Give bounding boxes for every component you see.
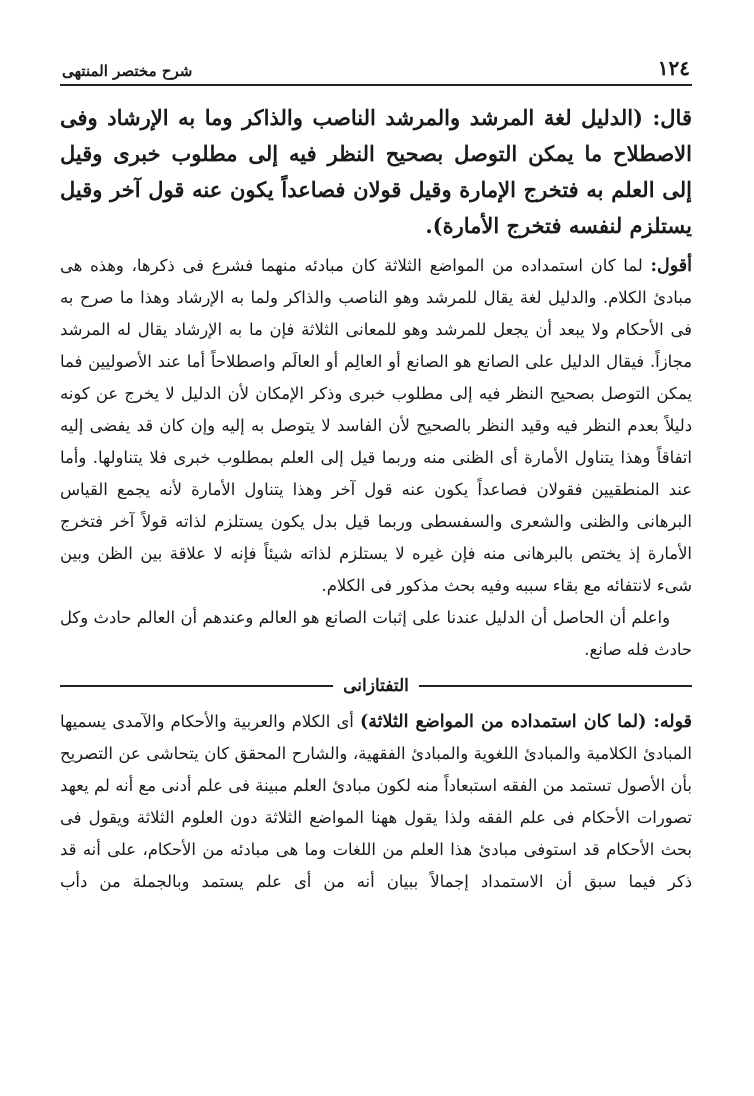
commentary-lead: أقول: [650, 256, 692, 276]
gloss-paragraph [60, 706, 692, 898]
page-number: ١٢٤ [657, 56, 690, 80]
gloss-lead: قوله: (لما كان استمداده من المواضع الثلاثة) [360, 712, 692, 732]
gloss-text: أى الكلام والعربية والأحكام والآمدى يسميها المبادئ الكلامية والمبادئ اللغوية والمبادئ الفقهية، والشارح المحقق كان يتحاشى عن التصريح بأن الأصول تستمد من الفقه استبعاداً منه لكون مبادئ العلم مبينة فى علم أدنى مع أنه لم يعهد تصورات الأحكام فى علم الفقه ولذا يقول ههنا المواضع الثلاثة دون العلوم الثلاثة ويقول فى بحث الأحكام قد استوفى مبادئ هذا العلم من اللغات وما هى مبادئه من الأحكام، على أنه قد ذكر فيما سبق أن الاستمداد إجمالاً ببيان أنه من أى علم يستمد وبالجملة من دأب [60, 712, 692, 891]
divider-line-left [60, 685, 333, 687]
divider-line-right [419, 685, 692, 687]
commentary-paragraph-2: واعلم أن الحاصل أن الدليل عندنا على إثبات الصانع هو العالم وعندهم أن العالم حادث وكل حادث فله صانع. [60, 608, 692, 659]
running-title: شرح مختصر المنتهى [62, 62, 193, 80]
commentary-text-1: لما كان استمداده من المواضع الثلاثة كان مبادئه منهما فشرع فى ذكرها، وهذه هى مبادئ الكلام. والدليل لغة يقال للمرشد وهو الناصب والذاكر ولما به الإرشاد وهذا ما صرح به فى الأحكام ولا يبعد أن يجعل للمرشد وهو للمعانى الثلاثة فإن ما به الإرشاد يقال له المرشد مجازاً. فيقال الدليل على الصانع هو الصانع أو العالِم أو العالَم واصطلاحاً أما عند الأصوليين فما يمكن التوصل بصحيح النظر فيه إلى مطلوب خبرى وذكر الإمكان لأن الدليل لا يخرج عن كونه دليلاً بعدم النظر فيه وقيد النظر بالصحيح لأن الفاسد لا يتوصل به إليه وإن كان قد يفضى إليه اتفاقاً وهذا يتناول الأمارة أى الظنى منه وربما قيل إلى العلم بمطلوب خبرى فلا يتناولها. وأما عند المنطقيين فقولان فصاعداً يكون عنه قول آخر وهذا يتناول الأمارة لأنه يجمع القياس البرهانى والظنى والشعرى والسفسطى وربما قيل بدل يكون يستلزم لذاته قولاً آخر فتخرج الأمارة إذ يختص بالبرهانى منه فإن غيره لا يستلزم لذاته شيئاً فإنه لا علاقة بين الظن وبين شىء لانتفائه مع بقاء سببه وفيه بحث مذكور فى الكلام. [60, 256, 692, 595]
main-text-quote [60, 100, 692, 244]
page-header [60, 50, 692, 86]
section-divider [60, 676, 692, 696]
quote-text: قال: (الدليل لغة المرشد والمرشد الناصب والذاكر وما به الإرشاد وفى الاصطلاح ما يمكن التوصل بصحيح النظر فيه إلى مطلوب خبرى وقيل إلى العلم به فتخرج الإمارة وقيل قولان فصاعداً يكون عنه قول آخر وقيل يستلزم لنفسه فتخرج الأمارة). [60, 105, 692, 238]
commentary [60, 250, 692, 666]
divider-label: التفتازانى [343, 676, 409, 696]
book-page [60, 50, 692, 898]
commentary-paragraph-1 [60, 250, 692, 602]
gloss [60, 706, 692, 898]
